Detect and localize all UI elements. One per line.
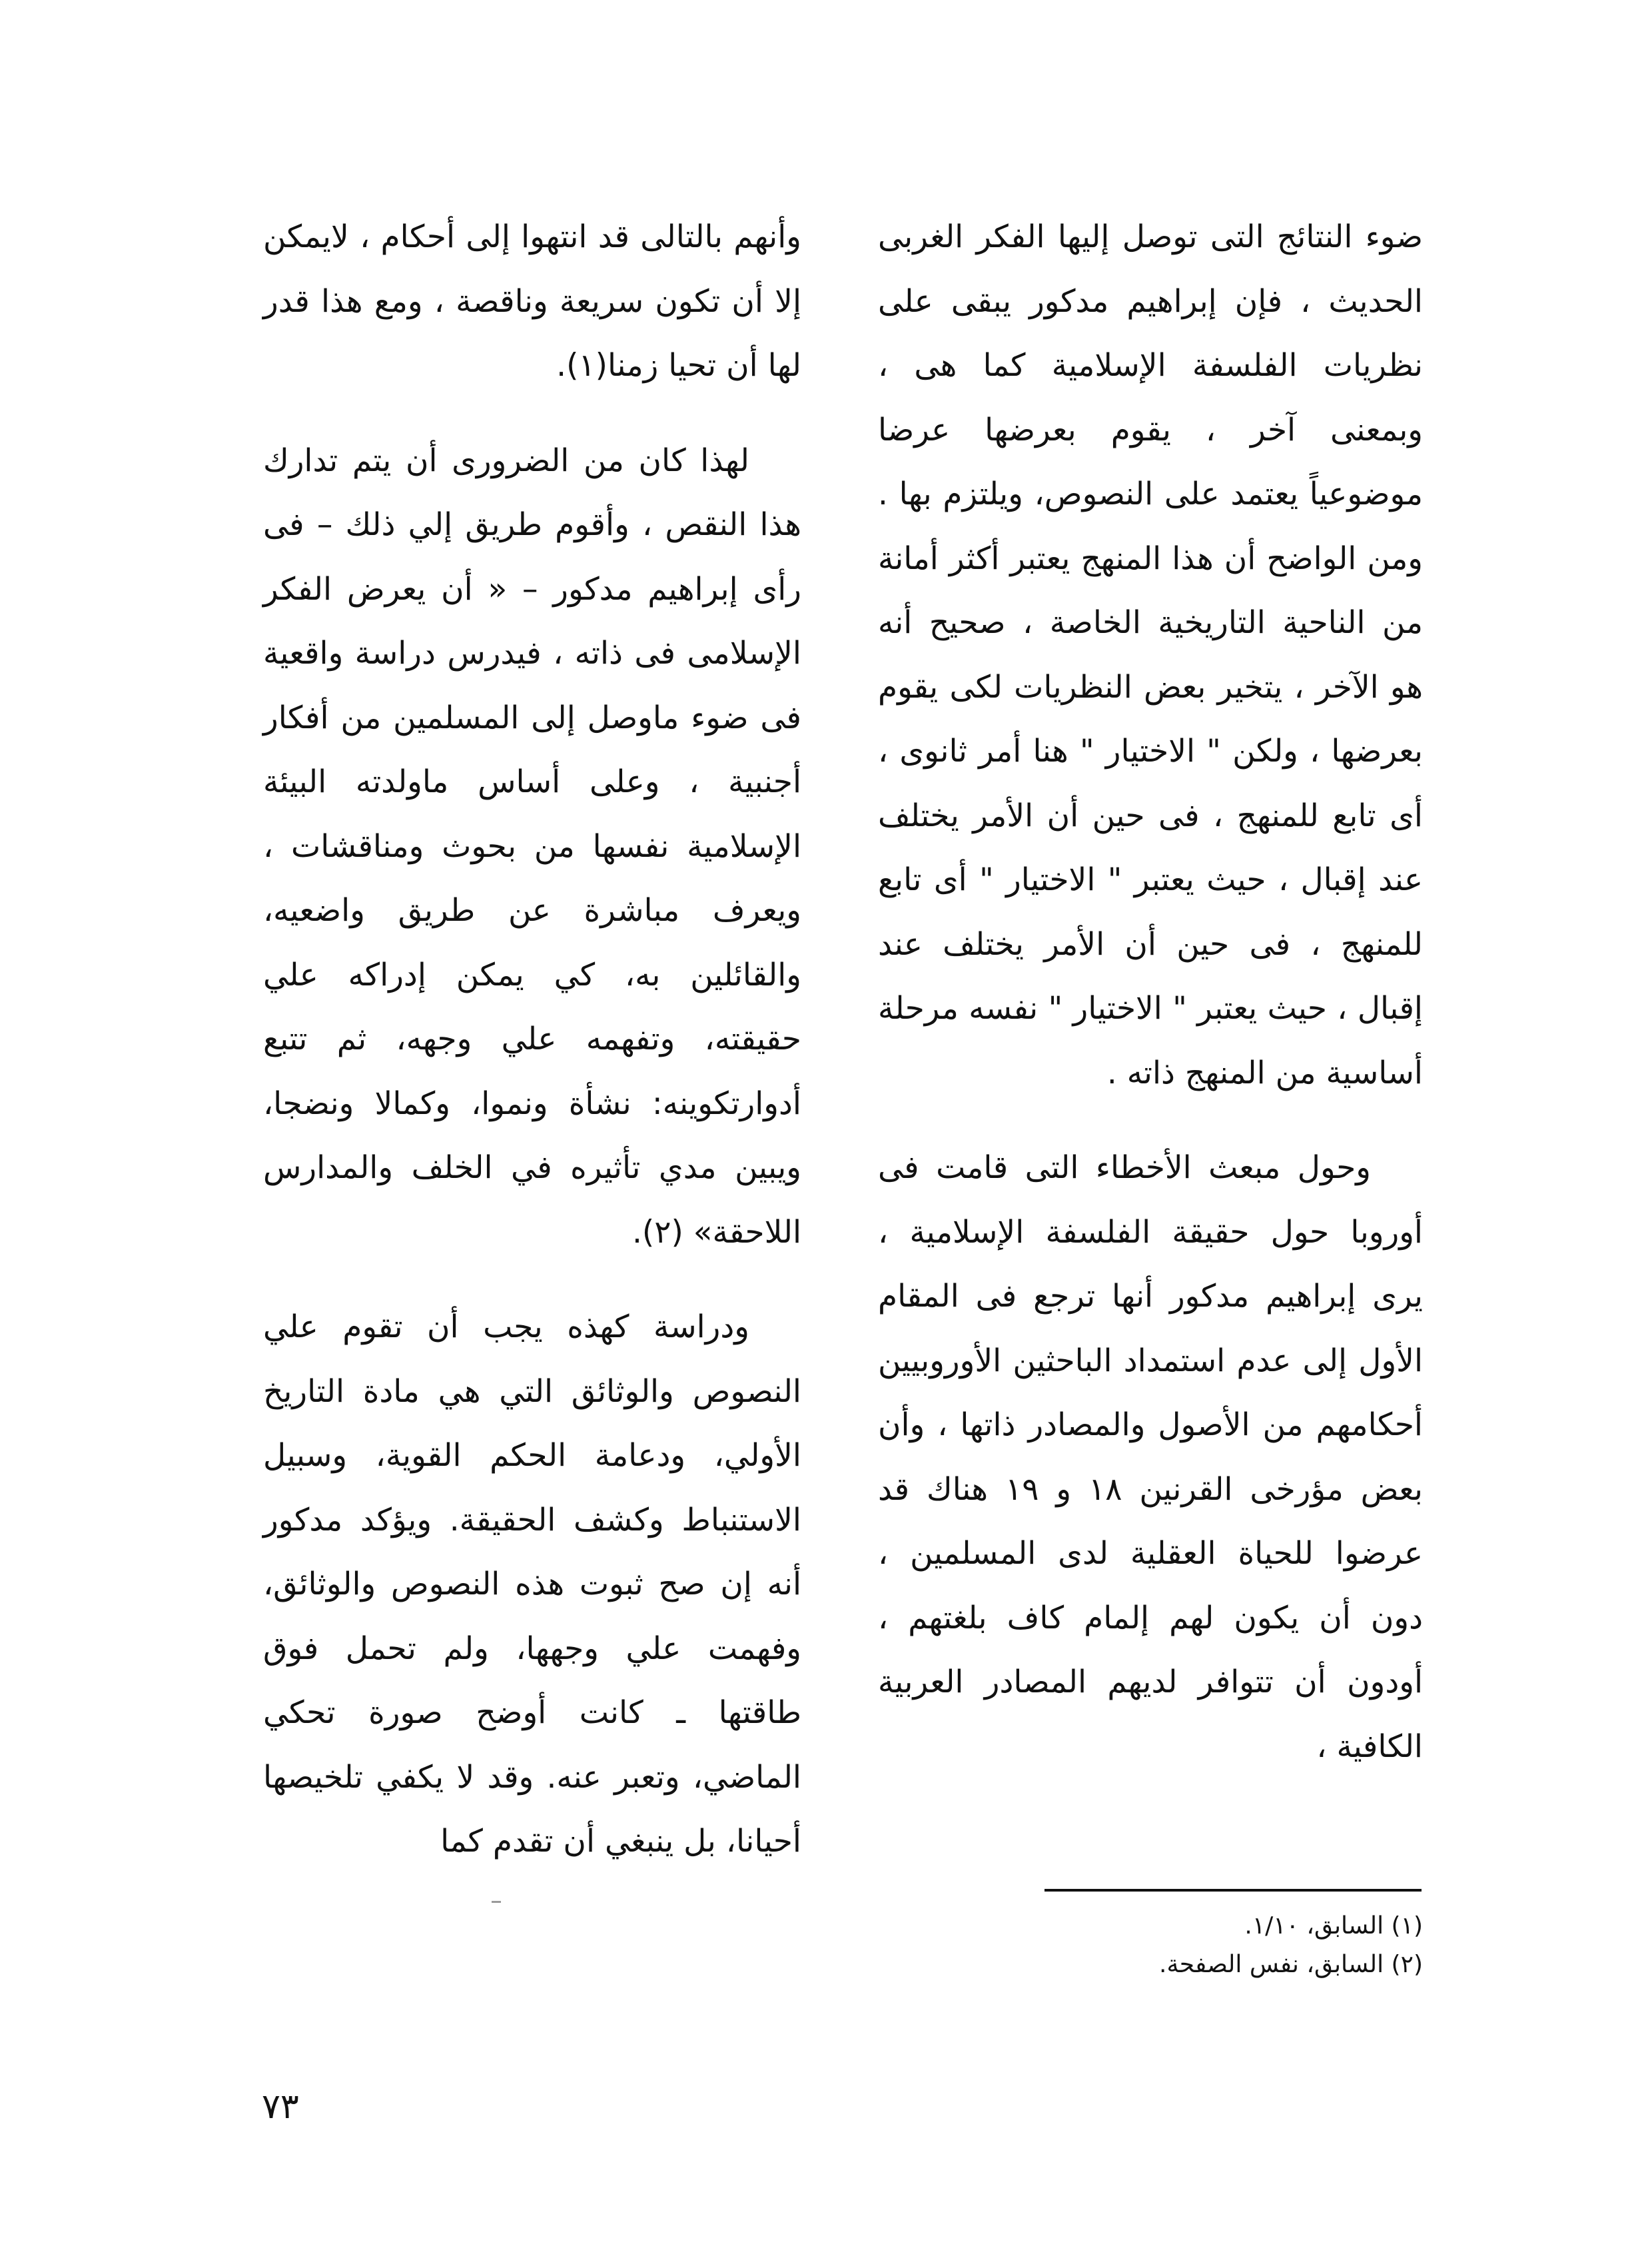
footnote-2: (٢) السابق، نفس الصفحة. [1159, 1951, 1423, 1978]
footnote-divider [1044, 1889, 1422, 1892]
footnotes [999, 1907, 1423, 1984]
paragraph: ضوء النتائج التى توصل إليها الفكر الغربى الحديث ، فإن إبراهيم مدكور يبقى على نظريات الفلسفة الإسلامية كما هى ، وبمعنى آخر ، يقوم بعرضها عرضا موضوعياً يعتمد على النصوص، ويلتزم بها . ومن الواضح أن هذا المنهج يعتبر أكثر أمانة من الناحية التاريخية الخاصة ، صحيح أنه هو الآخر ، يتخير بعض النظريات لكى يقوم بعرضها ، ولكن " الاختيار " هنا أمر ثانوى ، أى تابع للمنهج ، فى حين أن الأمر يختلف عند إقبال ، حيث يعتبر " الاختيار " أى تابع للمنهج ، فى حين أن الأمر يختلف عند إقبال ، حيث يعتبر " الاختيار " نفسه مرحلة أساسية من المنهج ذاته . [878, 219, 1423, 1091]
right-text-column [878, 205, 1423, 1779]
left-text-column [263, 205, 801, 1874]
footnote-1: (١) السابق، ١/١٠. [1244, 1912, 1423, 1940]
paragraph: وحول مبعث الأخطاء التى قامت فى أوروبا حول حقيقة الفلسفة الإسلامية ، يرى إبراهيم مدكور أنها ترجع فى المقام الأول إلى عدم استمداد الباحثين الأوروبيين أحكامهم من الأصول والمصادر ذاتها ، وأن بعض مؤرخى القرنين ١٨ و ١٩ هناك قد عرضوا للحياة العقلية لدى المسلمين ، دون أن يكون لهم إلمام كاف بلغتهم ، أودون أن تتوافر لديهم المصادر العربية الكافية ، [878, 1149, 1424, 1765]
print-speck [492, 1901, 501, 1903]
paragraph: ودراسة كهذه يجب أن تقوم علي النصوص والوثائق التي هي مادة التاريخ الأولي، ودعامة الحكم القوية، وسبيل الاستنباط وكشف الحقيقة. ويؤكد مدكور أنه إن صح ثبوت هذه النصوص والوثائق، وفهمت علي وجهها، ولم تحمل فوق طاقتها ـ كانت أوضح صورة تحكي الماضي، وتعبر عنه. وقد لا يكفي تلخيصها أحيانا، بل ينبغي أن تقدم كما [263, 1309, 801, 1860]
paragraph: وأنهم بالتالى قد انتهوا إلى أحكام ، لايمكن إلا أن تكون سريعة وناقصة ، ومع هذا قدر لها أن تحيا زمنا(١). [263, 219, 801, 384]
paragraph: لهذا كان من الضرورى أن يتم تدارك هذا النقص ، وأقوم طريق إلي ذلك – فى رأى إبراهيم مدكور – « أن يعرض الفكر الإسلامى فى ذاته ، فيدرس دراسة واقعية فى ضوء ماوصل إلى المسلمين من أفكار أجنبية ، وعلى أساس ماولدته البيئة الإسلامية نفسها من بحوث ومناقشات ، ويعرف مباشرة عن طريق واضعيه، والقائلين به، كي يمكن إدراكه علي حقيقته، وتفهمه علي وجهه، ثم تتبع أدوارتكوينه: نشأة ونموا، وكمالا ونضجا، ويبين مدي تأثيره في الخلف والمدارس اللاحقة» (٢). [263, 442, 801, 1251]
page-number: ٧٣ [262, 2087, 299, 2127]
